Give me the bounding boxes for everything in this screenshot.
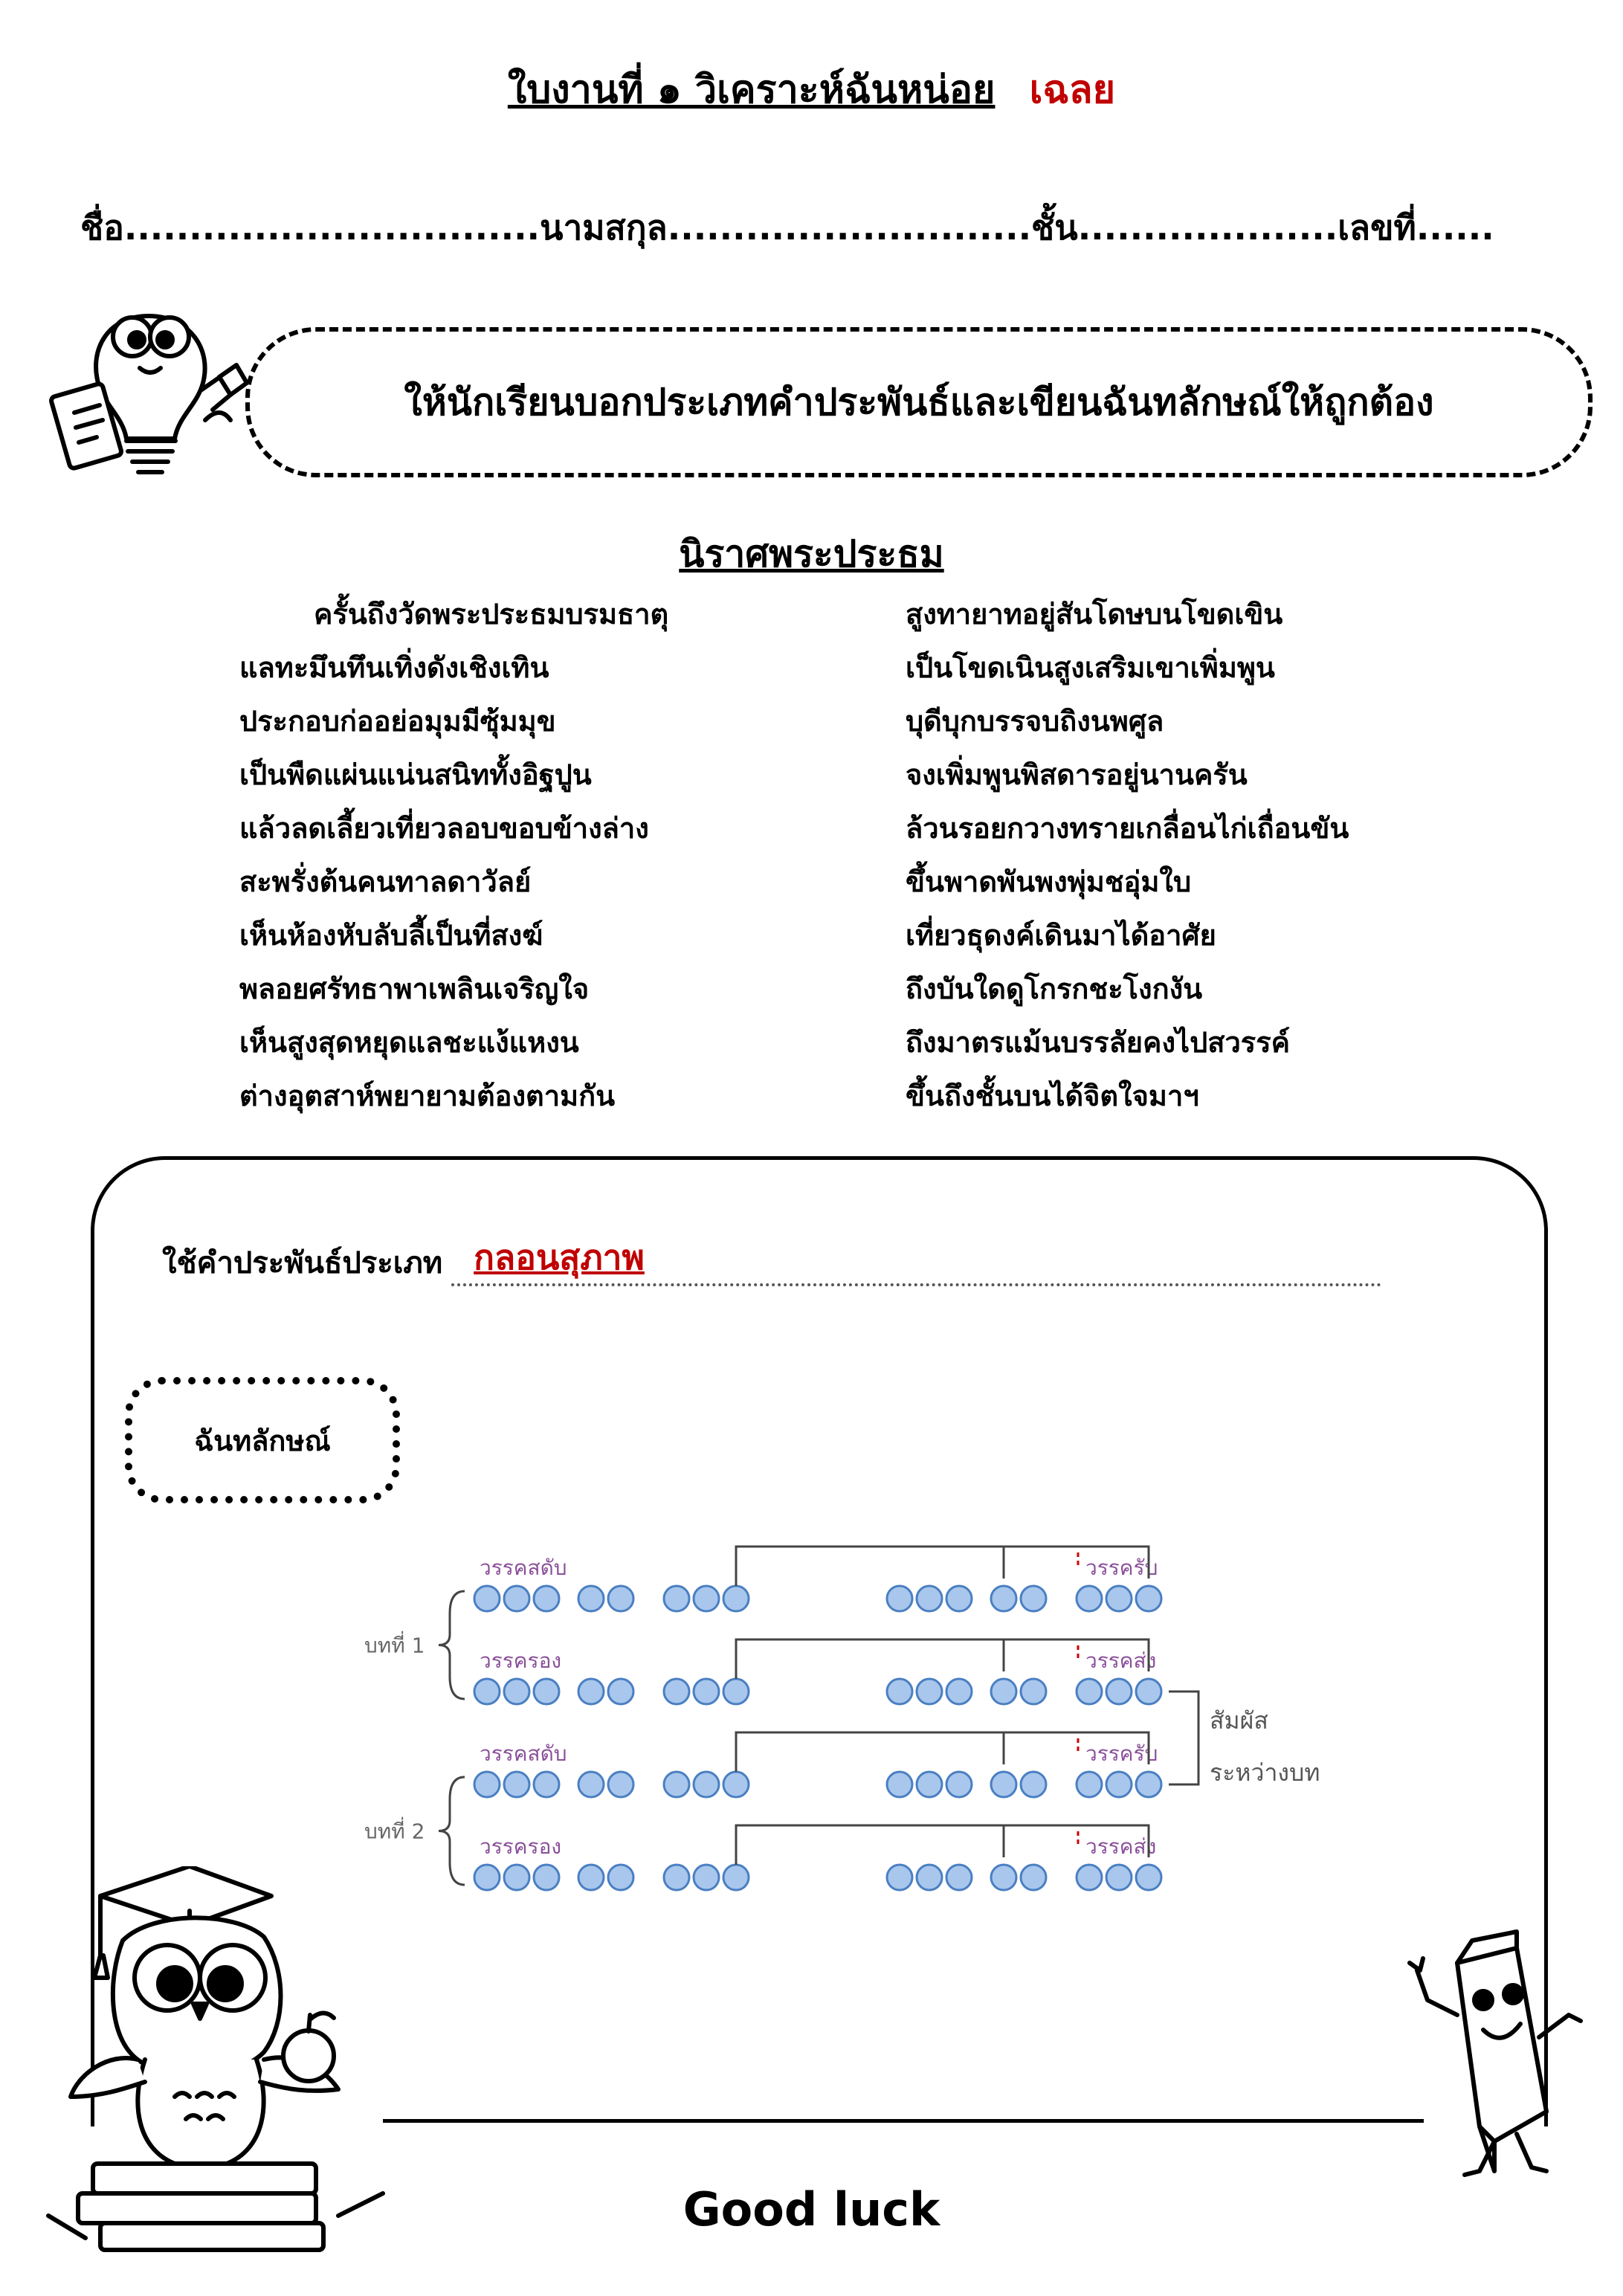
bottom-divider bbox=[383, 2119, 1424, 2123]
poem-line: สูงทายาทอยู่สันโดษบนโขดเขิน bbox=[906, 598, 1283, 631]
poem-type-answer-line[interactable] bbox=[451, 1237, 1381, 1286]
between-stanza-label: สัมผัส bbox=[1210, 1706, 1268, 1735]
poem-line: ครั้นถึงวัดพระประธมบรมธาตุ bbox=[314, 598, 669, 631]
syllable-circle bbox=[534, 1679, 559, 1704]
good-luck-message: Good luck bbox=[683, 2182, 940, 2237]
poem-line: ขึ้นพาดพันพงพุ่มชอุ่มใบ bbox=[906, 865, 1192, 898]
syllable-circle bbox=[917, 1679, 942, 1704]
syllable-circle bbox=[1136, 1679, 1161, 1704]
syllable-circle bbox=[578, 1865, 604, 1890]
poem-line: เห็นสูงสุดหยุดแลชะแง้แหงน bbox=[239, 1026, 579, 1059]
meter-label-badge bbox=[125, 1377, 400, 1503]
poem-left-column bbox=[239, 587, 668, 1123]
poem-type-row bbox=[162, 1237, 1381, 1286]
syllable-circle bbox=[991, 1586, 1016, 1611]
syllable-circle bbox=[534, 1772, 559, 1797]
syllable-circle bbox=[1021, 1586, 1046, 1611]
stanza-brace bbox=[439, 1777, 465, 1885]
syllable-circle bbox=[917, 1586, 942, 1611]
poem-line: ขึ้นถึงชั้นบนได้จิตใจมาฯ bbox=[906, 1080, 1199, 1112]
between-stanza-label: ระหว่างบท bbox=[1210, 1758, 1320, 1787]
syllable-circle bbox=[1136, 1772, 1161, 1797]
lightbulb-character-icon bbox=[45, 294, 253, 502]
poem-title: นิราศพระประธม bbox=[679, 532, 944, 575]
pencil-character-icon bbox=[1405, 1926, 1584, 2186]
worksheet-title bbox=[0, 58, 1623, 120]
syllable-circle bbox=[887, 1586, 912, 1611]
syllable-circle bbox=[917, 1865, 942, 1890]
syllable-circle bbox=[991, 1865, 1016, 1890]
syllable-circle bbox=[694, 1679, 719, 1704]
syllable-circle bbox=[474, 1865, 500, 1890]
poem-type-label: ใช้คำประพันธ์ประเภท bbox=[162, 1246, 443, 1280]
poem-line: ต่างอุตสาห์พยายามต้องตามกัน bbox=[239, 1080, 616, 1112]
line-label-right: วรรคส่ง bbox=[1085, 1834, 1157, 1859]
instruction-banner bbox=[245, 327, 1593, 477]
syllable-circle bbox=[1021, 1772, 1046, 1797]
syllable-circle bbox=[608, 1772, 633, 1797]
syllable-circle bbox=[504, 1865, 529, 1890]
syllable-circle bbox=[1106, 1586, 1132, 1611]
poem-line: เห็นห้องหับลับลี้เป็นที่สงฆ์ bbox=[239, 919, 543, 952]
poem-line: พลอยศรัทธาพาเพลินเจริญใจ bbox=[239, 973, 590, 1005]
poem-line: เที่ยวธุดงค์เดินมาได้อาศัย bbox=[906, 919, 1216, 952]
poem-line: บุดีบุกบรรจบถิงนพศูล bbox=[906, 705, 1164, 738]
syllable-circle bbox=[1106, 1679, 1132, 1704]
syllable-circle bbox=[474, 1772, 500, 1797]
syllable-circle bbox=[1021, 1679, 1046, 1704]
between-stanza-link bbox=[1169, 1692, 1198, 1784]
line-label-right: วรรครับ bbox=[1085, 1741, 1158, 1766]
poem-line: สะพรั่งต้นคนทาลดาวัลย์ bbox=[239, 865, 532, 898]
line-label-left: วรรครอง bbox=[480, 1834, 562, 1859]
poem-line: ถึงบันใดดูโกรกชะโงกงัน bbox=[906, 973, 1203, 1005]
line-label-left: วรรครอง bbox=[480, 1648, 562, 1673]
line-label-right: วรรคส่ง bbox=[1085, 1648, 1157, 1673]
syllable-circle bbox=[474, 1586, 500, 1611]
syllable-circle bbox=[664, 1865, 689, 1890]
line-label-left: วรรคสดับ bbox=[480, 1555, 567, 1580]
syllable-circle bbox=[578, 1772, 604, 1797]
poem-line: แลทะมึนทึนเทิ่งดังเชิงเทิน bbox=[239, 651, 549, 684]
syllable-circle bbox=[917, 1772, 942, 1797]
syllable-circle bbox=[608, 1679, 633, 1704]
syllable-circle bbox=[694, 1772, 719, 1797]
syllable-circle bbox=[504, 1586, 529, 1611]
syllable-circle bbox=[1136, 1865, 1161, 1890]
line-label-left: วรรคสดับ bbox=[480, 1741, 567, 1766]
syllable-circle bbox=[946, 1772, 972, 1797]
syllable-circle bbox=[723, 1865, 749, 1890]
poem-type-answer: กลอนสุภาพ bbox=[474, 1237, 645, 1277]
syllable-circle bbox=[887, 1679, 912, 1704]
syllable-circle bbox=[694, 1586, 719, 1611]
syllable-circle bbox=[578, 1586, 604, 1611]
worksheet-title-text: ใบงานที่ ๑ วิเคราะห์ฉันหน่อย bbox=[507, 68, 996, 112]
syllable-circle bbox=[664, 1679, 689, 1704]
syllable-circle bbox=[608, 1865, 633, 1890]
syllable-circle bbox=[1021, 1865, 1046, 1890]
meter-label-text: ฉันทลักษณ์ bbox=[194, 1424, 331, 1457]
syllable-circle bbox=[1077, 1865, 1102, 1890]
syllable-circle bbox=[723, 1679, 749, 1704]
syllable-circle bbox=[1106, 1865, 1132, 1890]
poem-line: ถึงมาตรแม้นบรรลัยคงไปสวรรค์ bbox=[906, 1026, 1291, 1059]
syllable-circle bbox=[991, 1679, 1016, 1704]
stanza-brace bbox=[439, 1591, 465, 1699]
rhyme-scheme-diagram bbox=[327, 1524, 1368, 1896]
syllable-circle bbox=[694, 1865, 719, 1890]
syllable-circle bbox=[1077, 1679, 1102, 1704]
poem-right-column bbox=[906, 587, 1349, 1123]
syllable-circle bbox=[723, 1586, 749, 1611]
syllable-circle bbox=[723, 1772, 749, 1797]
instruction-text: ให้นักเรียนบอกประเภทคำประพันธ์และเขียนฉันทลักษณ์ให้ถูกต้อง bbox=[404, 380, 1434, 424]
syllable-circle bbox=[664, 1772, 689, 1797]
syllable-circle bbox=[946, 1679, 972, 1704]
syllable-circle bbox=[534, 1865, 559, 1890]
stanza-label: บทที่ 1 bbox=[364, 1633, 425, 1658]
poem-line: ประกอบก่ออย่อมุมมีซุ้มมุข bbox=[239, 705, 556, 738]
stanza-label: บทที่ 2 bbox=[364, 1819, 425, 1844]
student-info-line: ชื่อ................................นามสกุล............................ชั้น....................เลขที่...... bbox=[80, 207, 1494, 248]
poem-line: เป็นโขดเนินสูงเสริมเขาเพิ่มพูน bbox=[906, 651, 1275, 684]
line-label-right: วรรครับ bbox=[1085, 1555, 1158, 1580]
syllable-circle bbox=[887, 1865, 912, 1890]
syllable-circle bbox=[1077, 1586, 1102, 1611]
syllable-circle bbox=[504, 1772, 529, 1797]
syllable-circle bbox=[1106, 1772, 1132, 1797]
answer-key-label: เฉลย bbox=[1029, 68, 1116, 112]
poem-line: เป็นพืดแผ่นแน่นสนิททั้งอิฐปูน bbox=[239, 758, 592, 791]
syllable-circle bbox=[474, 1679, 500, 1704]
poem-line: จงเพิ่มพูนพิสดารอยู่นานครัน bbox=[906, 758, 1248, 791]
syllable-circle bbox=[887, 1772, 912, 1797]
syllable-circle bbox=[664, 1586, 689, 1611]
syllable-circle bbox=[946, 1586, 972, 1611]
poem-line: ล้วนรอยกวางทรายเกลื่อนไก่เถื่อนขัน bbox=[906, 812, 1349, 845]
syllable-circle bbox=[608, 1586, 633, 1611]
syllable-circle bbox=[578, 1679, 604, 1704]
syllable-circle bbox=[1077, 1772, 1102, 1797]
syllable-circle bbox=[504, 1679, 529, 1704]
syllable-circle bbox=[1136, 1586, 1161, 1611]
poem-line: แล้วลดเลี้ยวเที่ยวลอบขอบข้างล่าง bbox=[239, 812, 649, 845]
syllable-circle bbox=[946, 1865, 972, 1890]
syllable-circle bbox=[534, 1586, 559, 1611]
syllable-circle bbox=[991, 1772, 1016, 1797]
